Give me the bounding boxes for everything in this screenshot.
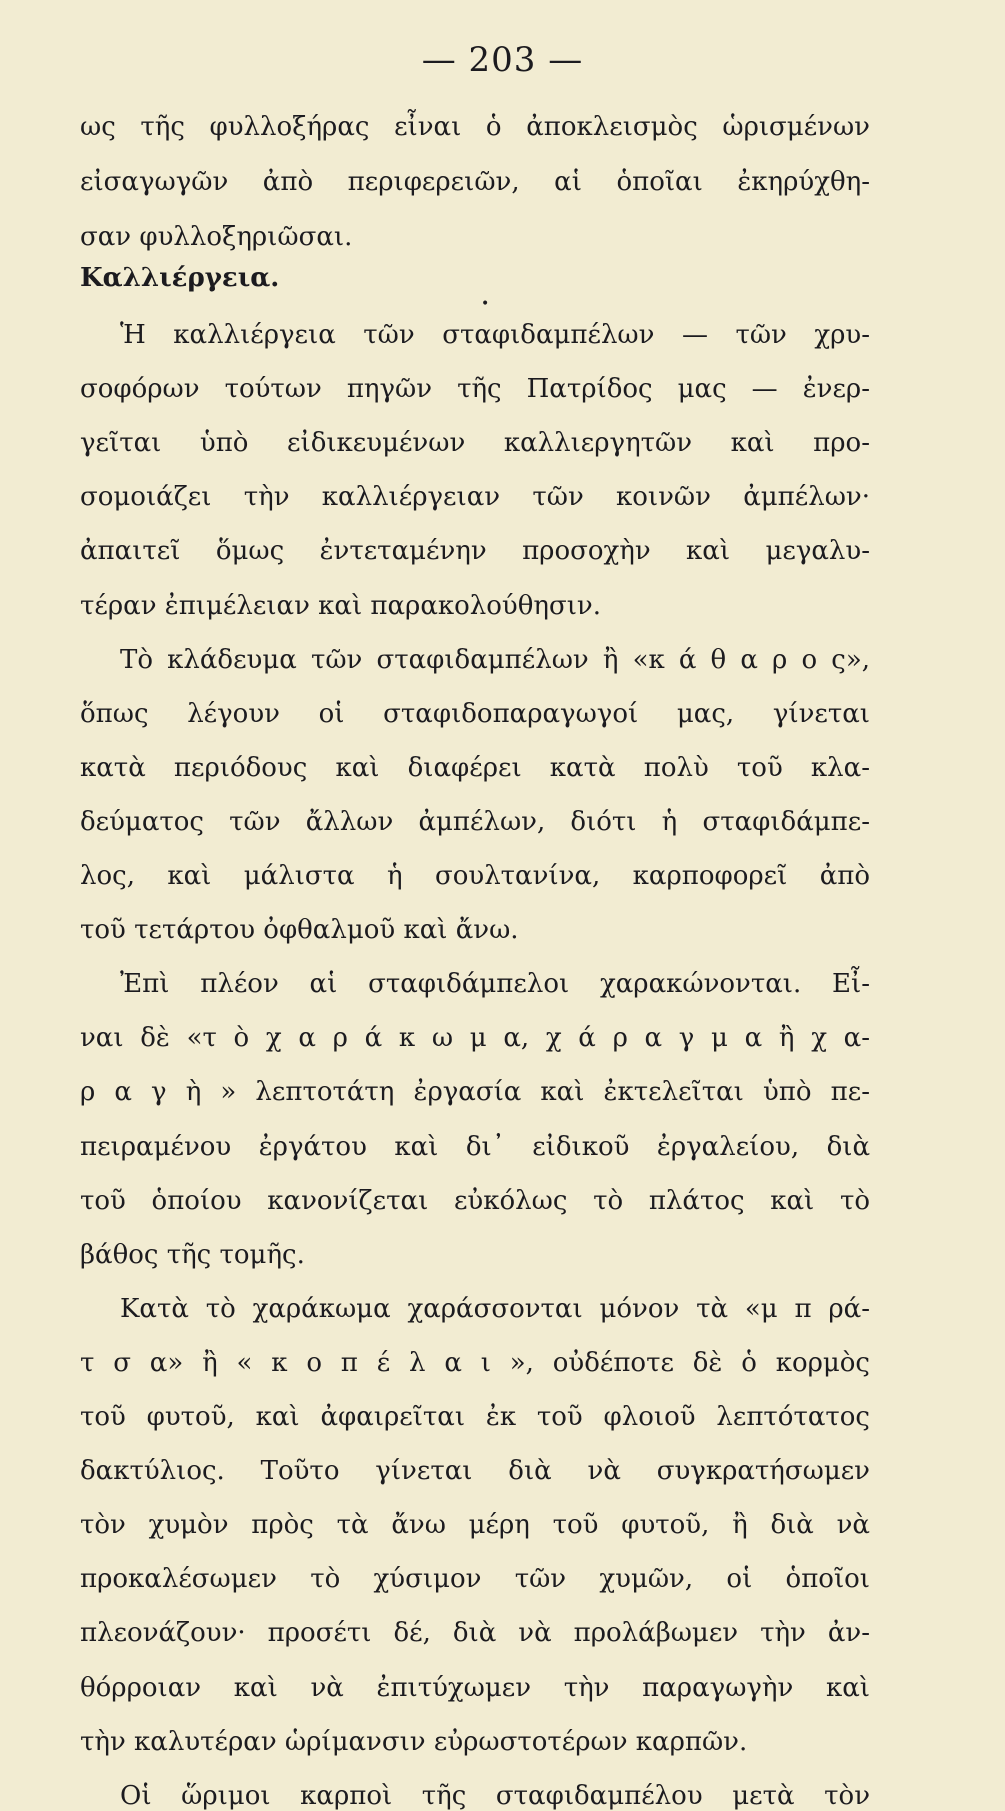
ink-speck: • <box>481 296 490 312</box>
text-line: βάθος τῆς τομῆς. <box>80 1239 305 1270</box>
text-line: ἀπαιτεῖ ὅμως ἐντεταμένην προσοχὴν καὶ μεγαλυ- <box>80 536 870 567</box>
text-line: σαν φυλλοξηριῶσαι. <box>80 222 353 252</box>
text-line: δακτύλιος. Τοῦτο γίνεται διὰ νὰ συγκρατήσωμεν <box>80 1456 870 1487</box>
text-line: Τὸ κλάδευμα τῶν σταφιδαμπέλων ἢ «κ ά θ α ρ ο ς», <box>120 644 870 675</box>
text-line: σομοιάζει τὴν καλλιέργειαν τῶν κοινῶν ἀμπέλων· <box>80 482 870 513</box>
text-line: γεῖται ὑπὸ εἰδικευμένων καλλιεργητῶν καὶ προ- <box>80 428 870 459</box>
text-line: κατὰ περιόδους καὶ διαφέρει κατὰ πολὺ τοῦ κλα- <box>80 752 870 783</box>
text-line: ναι δὲ «τ ὸ χ α ρ ά κ ω μ α, χ ά ρ α γ μ α ἢ χ α- <box>80 1023 870 1054</box>
text-line: τοῦ φυτοῦ, καὶ ἀφαιρεῖται ἐκ τοῦ φλοιοῦ λεπτότατος <box>80 1402 870 1432</box>
text-line: πλεονάζουν· προσέτι δέ, διὰ νὰ προλάβωμεν τὴν ἀν- <box>80 1618 870 1649</box>
text-line: προκαλέσωμεν τὸ χύσιμον τῶν χυμῶν, οἱ ὁποῖοι <box>80 1564 870 1595</box>
text-line: ὅπως λέγουν οἱ σταφιδοπαραγωγοί μας, γίνεται <box>80 698 870 729</box>
text-line: Ἡ καλλιέργεια τῶν σταφιδαμπέλων — τῶν χρυ- <box>120 320 870 350</box>
text-line: τὴν καλυτέραν ὡρίμανσιν εὐρωστοτέρων καρπῶν. <box>80 1726 748 1757</box>
section-heading: Καλλιέργεια. <box>80 263 280 293</box>
text-line: τοῦ ὁποίου κανονίζεται εὐκόλως τὸ πλάτος καὶ τὸ <box>80 1185 870 1216</box>
text-line: Οἱ ὥριμοι καρποὶ τῆς σταφιδαμπέλου μετὰ τὸν <box>120 1780 870 1811</box>
text-line: εἰσαγωγῶν ἀπὸ περιφερειῶν, αἱ ὁποῖαι ἐκηρύχθη- <box>80 167 870 197</box>
text-line: Κατὰ τὸ χαράκωμα χαράσσονται μόνον τὰ «μ π ρά- <box>120 1293 870 1324</box>
text-line: ρ α γ ὴ » λεπτοτάτη ἐργασία καὶ ἐκτελεῖται ὑπὸ πε- <box>80 1077 870 1108</box>
text-line: θόρροιαν καὶ νὰ ἐπιτύχωμεν τὴν παραγωγὴν καὶ <box>80 1672 870 1703</box>
text-line: τέραν ἐπιμέλειαν καὶ παρακολούθησιν. <box>80 590 601 621</box>
page-number: — 203 — <box>421 40 584 80</box>
text-line: τὸν χυμὸν πρὸς τὰ ἄνω μέρη τοῦ φυτοῦ, ἢ διὰ νὰ <box>80 1510 870 1541</box>
text-line: πειραμένου ἐργάτου καὶ δι᾿ εἰδικοῦ ἐργαλείου, διὰ <box>80 1131 870 1162</box>
text-line: σοφόρων τούτων πηγῶν τῆς Πατρίδος μας — ἐνερ- <box>80 374 870 405</box>
text-line: δεύματος τῶν ἄλλων ἀμπέλων, διότι ἡ σταφιδάμπε- <box>80 806 870 837</box>
text-line: Ἐπὶ πλέον αἱ σταφιδάμπελοι χαρακώνονται. Εἶ- <box>120 969 870 1000</box>
text-line: λος, καὶ μάλιστα ἡ σουλτανίνα, καρποφορεῖ ἀπὸ <box>80 861 870 891</box>
text-line: ως τῆς φυλλοξήρας εἶναι ὁ ἀποκλεισμὸς ὡρισμένων <box>80 112 870 142</box>
text-line: τ σ α» ἢ « κ ο π έ λ α ι », οὐδέποτε δὲ ὁ κορμὸς <box>80 1347 870 1378</box>
text-line: τοῦ τετάρτου ὀφθαλμοῦ καὶ ἄνω. <box>80 915 519 946</box>
